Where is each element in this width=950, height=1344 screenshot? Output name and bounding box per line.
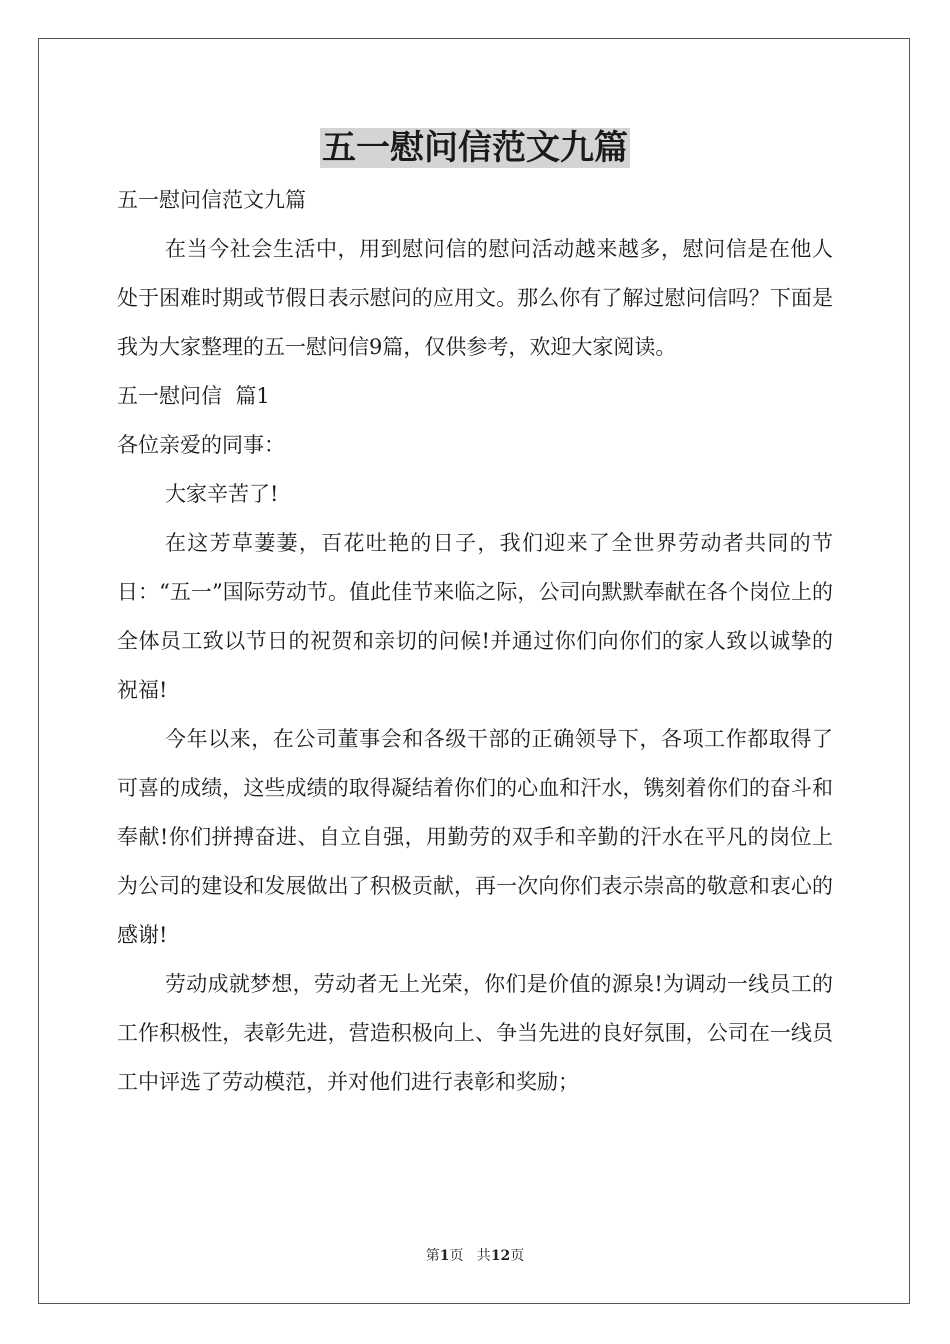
footer-suffix: 页 xyxy=(510,1248,525,1264)
document-body xyxy=(117,176,833,1107)
paragraph: 在当今社会生活中，用到慰问信的慰问活动越来越多，慰问信是在他人处于困难时期或节假日表示慰问的应用文。那么你有了解过慰问信吗？下面是我为大家整理的五一慰问信9篇，仅供参考，欢迎大家阅读。 xyxy=(117,237,833,359)
footer-prefix: 第 xyxy=(425,1248,440,1264)
paragraph: 五一慰问信 篇1 xyxy=(117,384,270,408)
paragraph: 大家辛苦了! xyxy=(165,482,279,506)
paragraph: 各位亲爱的同事： xyxy=(117,433,285,457)
total-page-number: 12 xyxy=(490,1248,511,1264)
current-page-number: 1 xyxy=(439,1248,450,1264)
page-footer xyxy=(0,1246,950,1266)
paragraph: 今年以来，在公司董事会和各级干部的正确领导下，各项工作都取得了可喜的成绩，这些成绩的取得凝结着你们的心血和汗水，镌刻着你们的奋斗和奉献!你们拼搏奋进、自立自强，用勤劳的双手和辛勤的汗水在平凡的岗位上为公司的建设和发展做出了积极贡献，再一次向你们表示崇高的敬意和衷心的感谢! xyxy=(117,727,833,947)
document-title xyxy=(0,124,950,172)
paragraph: 劳动成就梦想，劳动者无上光荣，你们是价值的源泉!为调动一线员工的工作积极性，表彰先进，营造积极向上、争当先进的良好氛围，公司在一线员工中评选了劳动模范，并对他们进行表彰和奖励； xyxy=(117,972,833,1094)
document-title-text: 五一慰问信范文九篇 xyxy=(322,128,628,168)
paragraph: 在这芳草萋萋，百花吐艳的日子，我们迎来了全世界劳动者共同的节日：“五一”国际劳动节。值此佳节来临之际，公司向默默奉献在各个岗位上的全体员工致以节日的祝贺和亲切的问候!并通过你们向你们的家人致以诚挚的祝福! xyxy=(117,531,833,702)
footer-mid: 页 共 xyxy=(449,1248,491,1264)
paragraph: 五一慰问信范文九篇 xyxy=(117,188,306,212)
